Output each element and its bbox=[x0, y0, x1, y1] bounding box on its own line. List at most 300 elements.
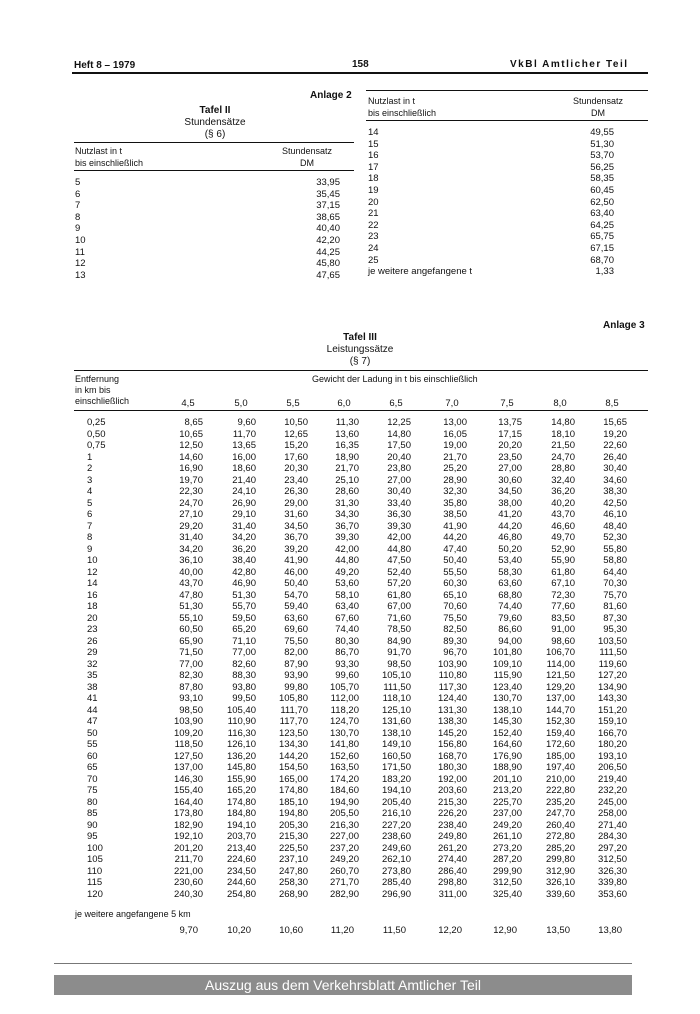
tafel2-title: Tafel II bbox=[199, 105, 231, 116]
rate-cell: 36,10 bbox=[179, 555, 203, 566]
rate-cell: 194,10 bbox=[381, 785, 411, 796]
rate-cell: 81,60 bbox=[603, 601, 627, 612]
rate-cell: 118,10 bbox=[382, 693, 411, 704]
weight-head-cell: 7,5 bbox=[500, 398, 514, 409]
rate-cell: 312,50 bbox=[597, 854, 627, 865]
rate-cell: 152,60 bbox=[329, 750, 359, 762]
tafel2-right-head-rule bbox=[366, 120, 648, 121]
stundensatz-cell: 33,95 bbox=[316, 177, 340, 188]
stundensatz-cell: 44,25 bbox=[316, 246, 340, 258]
rate-cell: 225,50 bbox=[278, 842, 308, 854]
rate-cell: 43,70 bbox=[551, 509, 575, 520]
rate-cell: 213,40 bbox=[226, 842, 256, 854]
rate-cell: 326,10 bbox=[545, 877, 575, 888]
rate-cell: 59,40 bbox=[284, 601, 308, 612]
rate-cell: 82,50 bbox=[443, 624, 467, 635]
rate-cell: 30,40 bbox=[603, 463, 627, 474]
tafel3-anlage: Anlage 3 bbox=[603, 320, 645, 331]
stundensatz-cell: 65,75 bbox=[590, 231, 614, 243]
distance-cell: 16 bbox=[87, 589, 98, 601]
rate-cell: 123,40 bbox=[492, 681, 522, 693]
rate-cell: 94,00 bbox=[498, 635, 522, 647]
rate-cell: 18,60 bbox=[232, 463, 256, 474]
rate-cell: 80,30 bbox=[335, 635, 359, 647]
rate-cell: 36,70 bbox=[284, 532, 308, 543]
rate-cell: 32,40 bbox=[551, 474, 575, 486]
rate-cell: 159,10 bbox=[597, 716, 627, 727]
stundensatz-cell: 63,40 bbox=[590, 208, 614, 220]
rate-cell: 67,00 bbox=[387, 601, 411, 612]
extra-rate-cell: 9,70 bbox=[179, 925, 198, 936]
rate-cell: 210,00 bbox=[545, 773, 575, 785]
stundensatz-cell: 53,70 bbox=[590, 150, 614, 162]
rate-cell: 34,20 bbox=[232, 532, 256, 543]
distance-cell: 38 bbox=[87, 681, 98, 693]
rate-cell: 18,10 bbox=[551, 428, 575, 440]
rate-cell: 271,40 bbox=[597, 819, 627, 831]
rate-cell: 152,40 bbox=[492, 727, 522, 739]
rate-cell: 55,80 bbox=[603, 543, 627, 555]
rate-cell: 21,50 bbox=[551, 440, 575, 451]
rate-cell: 27,00 bbox=[498, 463, 522, 474]
tafel3-extra-label: je weitere angefangene 5 km bbox=[75, 909, 191, 919]
rate-cell: 38,40 bbox=[232, 555, 256, 566]
distance-cell: 90 bbox=[87, 819, 98, 831]
rate-cell: 215,30 bbox=[278, 831, 308, 842]
rate-cell: 126,10 bbox=[226, 739, 256, 750]
nutzlast-cell: 25 bbox=[368, 254, 379, 266]
extra-rate-cell: 11,20 bbox=[330, 925, 354, 936]
rate-cell: 61,80 bbox=[551, 566, 575, 578]
weight-head-cell: 6,0 bbox=[337, 398, 351, 409]
rate-cell: 109,10 bbox=[492, 658, 522, 670]
rate-cell: 119,60 bbox=[598, 658, 627, 670]
col1-line2: bis einschließlich bbox=[75, 158, 144, 168]
weight-head-cell: 5,5 bbox=[286, 398, 300, 409]
rate-cell: 69,60 bbox=[284, 624, 308, 635]
rate-cell: 44,20 bbox=[498, 520, 522, 532]
rate-cell: 299,90 bbox=[492, 865, 522, 877]
rate-cell: 182,90 bbox=[173, 819, 203, 831]
rate-cell: 149,10 bbox=[381, 739, 411, 750]
rate-cell: 185,00 bbox=[545, 750, 575, 762]
distance-cell: 75 bbox=[87, 785, 98, 796]
rate-cell: 99,60 bbox=[335, 670, 359, 681]
rate-cell: 52,30 bbox=[603, 532, 627, 543]
footer-banner: Auszug aus dem Verkehrsblatt Amtlicher Teil bbox=[54, 975, 632, 995]
rate-cell: 74,40 bbox=[335, 624, 359, 635]
rate-cell: 205,40 bbox=[381, 796, 411, 808]
rate-cell: 28,60 bbox=[335, 486, 359, 497]
nutzlast-cell: 24 bbox=[368, 243, 379, 254]
distance-cell: 14 bbox=[87, 578, 98, 589]
nutzlast-cell: 18 bbox=[368, 173, 379, 185]
rate-cell: 42,00 bbox=[335, 543, 359, 555]
rate-cell: 188,90 bbox=[492, 762, 522, 773]
rate-cell: 71,60 bbox=[387, 612, 411, 624]
rate-cell: 34,30 bbox=[335, 509, 359, 520]
rate-cell: 112,00 bbox=[330, 693, 359, 704]
distance-cell: 120 bbox=[87, 888, 103, 900]
rate-cell: 258,30 bbox=[278, 877, 308, 888]
rate-cell: 20,30 bbox=[284, 463, 308, 474]
rate-cell: 237,00 bbox=[492, 808, 522, 819]
nutzlast-cell: 8 bbox=[75, 211, 81, 223]
stundensatz-cell: 35,45 bbox=[316, 188, 340, 200]
tafel2-left-top-rule bbox=[74, 142, 354, 143]
rate-cell: 44,80 bbox=[387, 543, 411, 555]
rate-cell: 21,40 bbox=[232, 474, 256, 486]
rate-cell: 28,90 bbox=[443, 474, 467, 486]
rate-cell: 50,40 bbox=[284, 578, 308, 589]
rate-cell: 47,80 bbox=[179, 589, 203, 601]
rate-cell: 134,30 bbox=[278, 739, 308, 750]
rate-cell: 123,50 bbox=[278, 727, 308, 739]
rate-cell: 106,70 bbox=[545, 647, 575, 658]
rate-cell: 105,10 bbox=[381, 670, 411, 681]
rate-cell: 26,90 bbox=[232, 497, 256, 509]
rate-cell: 216,30 bbox=[329, 819, 359, 831]
rate-cell: 77,00 bbox=[179, 658, 203, 670]
rate-cell: 41,20 bbox=[498, 509, 522, 520]
distance-cell: 29 bbox=[87, 647, 98, 658]
rate-cell: 87,90 bbox=[284, 658, 308, 670]
rate-cell: 38,00 bbox=[498, 497, 522, 509]
page-number: 158 bbox=[352, 59, 369, 70]
rate-cell: 26,40 bbox=[603, 451, 627, 463]
stundensatz-cell: 40,40 bbox=[316, 223, 340, 235]
rate-cell: 24,70 bbox=[551, 451, 575, 463]
nutzlast-cell: 7 bbox=[75, 200, 81, 212]
rate-cell: 63,60 bbox=[284, 612, 308, 624]
rate-cell: 42,50 bbox=[603, 497, 627, 509]
rate-cell: 31,30 bbox=[335, 497, 359, 509]
rate-cell: 13,65 bbox=[232, 440, 256, 451]
rate-cell: 325,40 bbox=[492, 888, 522, 900]
rate-cell: 10,65 bbox=[179, 428, 203, 440]
rate-cell: 184,60 bbox=[329, 785, 359, 796]
col2-line2: DM bbox=[300, 158, 314, 168]
rate-cell: 12,50 bbox=[179, 440, 203, 451]
stundensatz-cell: 51,30 bbox=[590, 138, 614, 150]
distance-cell: 0,75 bbox=[87, 440, 106, 451]
rate-cell: 230,60 bbox=[173, 877, 203, 888]
rate-cell: 50,40 bbox=[443, 555, 467, 566]
distance-cell: 80 bbox=[87, 796, 98, 808]
rate-cell: 42,80 bbox=[232, 566, 256, 578]
rate-cell: 111,70 bbox=[280, 704, 308, 716]
rate-cell: 273,80 bbox=[381, 865, 411, 877]
nutzlast-cell: 17 bbox=[368, 161, 379, 173]
col-head-line1: Entfernung bbox=[75, 374, 120, 384]
rate-cell: 77,60 bbox=[551, 601, 575, 612]
stundensatz-cell: 49,55 bbox=[590, 127, 614, 138]
rate-cell: 168,70 bbox=[437, 750, 467, 762]
distance-cell: 32 bbox=[87, 658, 98, 670]
rate-cell: 65,90 bbox=[179, 635, 203, 647]
rate-cell: 240,30 bbox=[173, 888, 203, 900]
rate-cell: 103,90 bbox=[173, 716, 203, 727]
rate-cell: 36,20 bbox=[551, 486, 575, 497]
stundensatz-cell: 68,70 bbox=[590, 254, 614, 266]
rate-cell: 118,20 bbox=[330, 704, 359, 716]
rate-cell: 13,60 bbox=[335, 428, 359, 440]
rate-cell: 65,20 bbox=[232, 624, 256, 635]
tafel3-ref: (§ 7) bbox=[349, 356, 371, 367]
rate-cell: 41,90 bbox=[284, 555, 308, 566]
nutzlast-cell: 20 bbox=[368, 196, 379, 208]
rate-cell: 40,00 bbox=[179, 566, 203, 578]
rate-cell: 165,20 bbox=[226, 785, 256, 796]
distance-cell: 1 bbox=[87, 451, 93, 463]
rate-cell: 61,80 bbox=[387, 589, 411, 601]
rate-cell: 298,80 bbox=[437, 877, 467, 888]
rate-cell: 152,30 bbox=[545, 716, 575, 727]
rate-cell: 57,20 bbox=[387, 578, 411, 589]
rate-cell: 16,35 bbox=[335, 440, 359, 451]
nutzlast-cell: 12 bbox=[75, 258, 86, 270]
distance-cell: 10 bbox=[87, 555, 98, 566]
distance-cell: 95 bbox=[87, 831, 98, 842]
weight-head-cell: 4,5 bbox=[181, 398, 195, 409]
rate-cell: 19,20 bbox=[603, 428, 627, 440]
rate-cell: 237,20 bbox=[329, 842, 359, 854]
rate-cell: 47,40 bbox=[443, 543, 467, 555]
rate-cell: 67,10 bbox=[551, 578, 575, 589]
rate-cell: 194,10 bbox=[226, 819, 256, 831]
distance-cell: 44 bbox=[87, 704, 98, 716]
rate-cell: 42,00 bbox=[387, 532, 411, 543]
rate-cell: 144,20 bbox=[278, 750, 308, 762]
rate-cell: 67,60 bbox=[335, 612, 359, 624]
rate-cell: 15,65 bbox=[603, 417, 627, 428]
stundensatz-cell: 47,65 bbox=[316, 269, 340, 281]
rate-cell: 55,50 bbox=[443, 566, 467, 578]
stundensatz-cell: 45,80 bbox=[316, 258, 340, 270]
rate-cell: 27,10 bbox=[179, 509, 203, 520]
rate-cell: 326,30 bbox=[597, 865, 627, 877]
stundensatz-cell: 38,65 bbox=[316, 211, 340, 223]
rate-cell: 13,75 bbox=[498, 417, 522, 428]
rate-cell: 27,00 bbox=[387, 474, 411, 486]
rate-cell: 286,40 bbox=[437, 865, 467, 877]
rate-cell: 311,00 bbox=[438, 888, 467, 900]
distance-cell: 20 bbox=[87, 612, 98, 624]
rate-cell: 86,70 bbox=[335, 647, 359, 658]
rate-cell: 38,30 bbox=[603, 486, 627, 497]
rate-cell: 52,90 bbox=[551, 543, 575, 555]
header-journal: VkBl Amtlicher Teil bbox=[510, 59, 629, 70]
rate-cell: 25,20 bbox=[443, 463, 467, 474]
rate-cell: 23,80 bbox=[387, 463, 411, 474]
rate-cell: 221,00 bbox=[173, 865, 203, 877]
rate-cell: 110,80 bbox=[438, 670, 467, 681]
rate-cell: 63,60 bbox=[498, 578, 522, 589]
rate-cell: 130,70 bbox=[492, 693, 522, 704]
nutzlast-cell: 9 bbox=[75, 223, 81, 235]
distance-cell: 8 bbox=[87, 532, 93, 543]
rate-cell: 14,80 bbox=[387, 428, 411, 440]
header-rule bbox=[72, 72, 648, 74]
rate-cell: 105,80 bbox=[278, 693, 308, 704]
rate-cell: 50,20 bbox=[498, 543, 522, 555]
rate-cell: 118,50 bbox=[174, 739, 203, 750]
rate-cell: 226,20 bbox=[437, 808, 467, 819]
col-head-line3: einschließlich bbox=[75, 396, 130, 406]
stundensatz-cell: 62,50 bbox=[590, 196, 614, 208]
rate-cell: 53,40 bbox=[498, 555, 522, 566]
rate-cell: 33,40 bbox=[387, 497, 411, 509]
rate-cell: 11,30 bbox=[335, 417, 359, 428]
rate-cell: 130,70 bbox=[329, 727, 359, 739]
rate-cell: 34,60 bbox=[603, 474, 627, 486]
rate-cell: 24,10 bbox=[232, 486, 256, 497]
rate-cell: 227,00 bbox=[329, 831, 359, 842]
rate-cell: 46,90 bbox=[232, 578, 256, 589]
rate-cell: 16,00 bbox=[232, 451, 256, 463]
rate-cell: 43,70 bbox=[179, 578, 203, 589]
rate-cell: 299,80 bbox=[545, 854, 575, 865]
tafel2-right-top-rule bbox=[366, 90, 648, 91]
distance-cell: 65 bbox=[87, 762, 98, 773]
rate-cell: 55,70 bbox=[232, 601, 256, 612]
rate-cell: 111,50 bbox=[599, 647, 627, 658]
tafel2-left-head-rule bbox=[74, 170, 354, 171]
rate-cell: 46,60 bbox=[551, 520, 575, 532]
rate-cell: 244,60 bbox=[226, 877, 256, 888]
rate-cell: 117,30 bbox=[438, 681, 467, 693]
rate-cell: 86,60 bbox=[498, 624, 522, 635]
stundensatz-cell: 64,25 bbox=[590, 219, 614, 231]
rate-cell: 166,70 bbox=[597, 727, 627, 739]
rate-cell: 93,30 bbox=[335, 658, 359, 670]
rate-cell: 125,10 bbox=[381, 704, 411, 716]
rate-cell: 29,20 bbox=[179, 520, 203, 532]
rate-cell: 87,30 bbox=[603, 612, 627, 624]
rate-cell: 93,10 bbox=[179, 693, 203, 704]
distance-cell: 115 bbox=[87, 877, 103, 888]
rate-cell: 46,80 bbox=[498, 532, 522, 543]
nutzlast-cell: 13 bbox=[75, 269, 86, 281]
rate-cell: 98,50 bbox=[387, 658, 411, 670]
rate-cell: 12,25 bbox=[387, 417, 411, 428]
stundensatz-cell: 37,15 bbox=[316, 200, 340, 212]
distance-cell: 60 bbox=[87, 750, 98, 762]
rate-cell: 75,50 bbox=[284, 635, 308, 647]
rate-cell: 159,40 bbox=[545, 727, 575, 739]
rate-cell: 51,30 bbox=[179, 601, 203, 612]
rate-cell: 151,20 bbox=[597, 704, 627, 716]
extra-rate-cell: 10,60 bbox=[279, 925, 303, 936]
rate-cell: 172,60 bbox=[545, 739, 575, 750]
rate-cell: 261,20 bbox=[437, 842, 467, 854]
rate-cell: 127,50 bbox=[173, 750, 203, 762]
distance-cell: 85 bbox=[87, 808, 98, 819]
tafel3-subtitle: Leistungssätze bbox=[326, 344, 394, 355]
rate-cell: 143,30 bbox=[597, 693, 627, 704]
distance-cell: 41 bbox=[87, 693, 98, 704]
rate-cell: 53,60 bbox=[335, 578, 359, 589]
stundensatz-cell: 58,35 bbox=[590, 173, 614, 185]
rate-cell: 17,15 bbox=[498, 428, 522, 440]
rate-cell: 127,20 bbox=[597, 670, 627, 681]
rate-cell: 52,40 bbox=[387, 566, 411, 578]
rate-cell: 137,00 bbox=[545, 693, 575, 704]
weight-head-cell: 8,5 bbox=[605, 398, 619, 409]
rate-cell: 285,20 bbox=[545, 842, 575, 854]
tafel3-head-rule bbox=[74, 410, 648, 411]
rate-cell: 285,40 bbox=[381, 877, 411, 888]
rate-cell: 82,30 bbox=[179, 670, 203, 681]
nutzlast-cell: 19 bbox=[368, 185, 379, 196]
rate-cell: 353,60 bbox=[597, 888, 627, 900]
rate-cell: 164,60 bbox=[492, 739, 522, 750]
rate-cell: 203,60 bbox=[437, 785, 467, 796]
col2-line2: DM bbox=[591, 108, 605, 118]
rate-cell: 171,50 bbox=[381, 762, 411, 773]
distance-cell: 50 bbox=[87, 727, 98, 739]
rate-cell: 203,70 bbox=[226, 831, 256, 842]
rate-cell: 31,60 bbox=[284, 509, 308, 520]
rate-cell: 138,10 bbox=[492, 704, 522, 716]
rate-cell: 124,40 bbox=[437, 693, 467, 704]
rate-cell: 34,50 bbox=[284, 520, 308, 532]
rate-cell: 60,30 bbox=[443, 578, 467, 589]
rate-cell: 16,90 bbox=[179, 463, 203, 474]
rate-cell: 20,20 bbox=[498, 440, 522, 451]
rate-cell: 58,10 bbox=[335, 589, 359, 601]
rate-cell: 183,20 bbox=[381, 773, 411, 785]
distance-cell: 9 bbox=[87, 543, 93, 555]
rate-cell: 105,40 bbox=[226, 704, 256, 716]
rate-cell: 219,40 bbox=[597, 773, 627, 785]
rate-cell: 99,50 bbox=[232, 693, 256, 704]
rate-cell: 26,30 bbox=[284, 486, 308, 497]
stundensatz-cell: 67,15 bbox=[590, 243, 614, 254]
rate-cell: 115,90 bbox=[493, 670, 522, 681]
rate-cell: 95,30 bbox=[603, 624, 627, 635]
rate-cell: 262,10 bbox=[381, 854, 411, 865]
rate-cell: 34,20 bbox=[179, 543, 203, 555]
rate-cell: 165,00 bbox=[278, 773, 308, 785]
rate-cell: 20,40 bbox=[387, 451, 411, 463]
distance-cell: 0,25 bbox=[87, 417, 106, 428]
rate-cell: 55,90 bbox=[551, 555, 575, 566]
rate-cell: 201,10 bbox=[492, 773, 522, 785]
bottom-rule bbox=[54, 963, 632, 964]
nutzlast-cell: 5 bbox=[75, 177, 81, 188]
nutzlast-cell: 21 bbox=[368, 208, 379, 220]
rate-cell: 163,50 bbox=[329, 762, 359, 773]
tafel2-left-col1-head bbox=[75, 145, 143, 169]
rate-cell: 87,80 bbox=[179, 681, 203, 693]
rate-cell: 48,40 bbox=[603, 520, 627, 532]
rate-cell: 82,60 bbox=[232, 658, 256, 670]
rate-cell: 193,10 bbox=[597, 750, 627, 762]
rate-cell: 114,00 bbox=[546, 658, 575, 670]
rate-cell: 312,90 bbox=[545, 865, 575, 877]
rate-cell: 116,30 bbox=[227, 727, 256, 739]
rate-cell: 71,10 bbox=[232, 635, 256, 647]
rate-cell: 211,70 bbox=[174, 854, 203, 865]
rate-cell: 232,20 bbox=[597, 785, 627, 796]
rate-cell: 10,50 bbox=[284, 417, 308, 428]
rate-cell: 145,30 bbox=[492, 716, 522, 727]
rate-cell: 201,20 bbox=[173, 842, 203, 854]
rate-cell: 131,30 bbox=[437, 704, 467, 716]
rate-cell: 82,00 bbox=[284, 647, 308, 658]
rate-cell: 192,00 bbox=[437, 773, 467, 785]
